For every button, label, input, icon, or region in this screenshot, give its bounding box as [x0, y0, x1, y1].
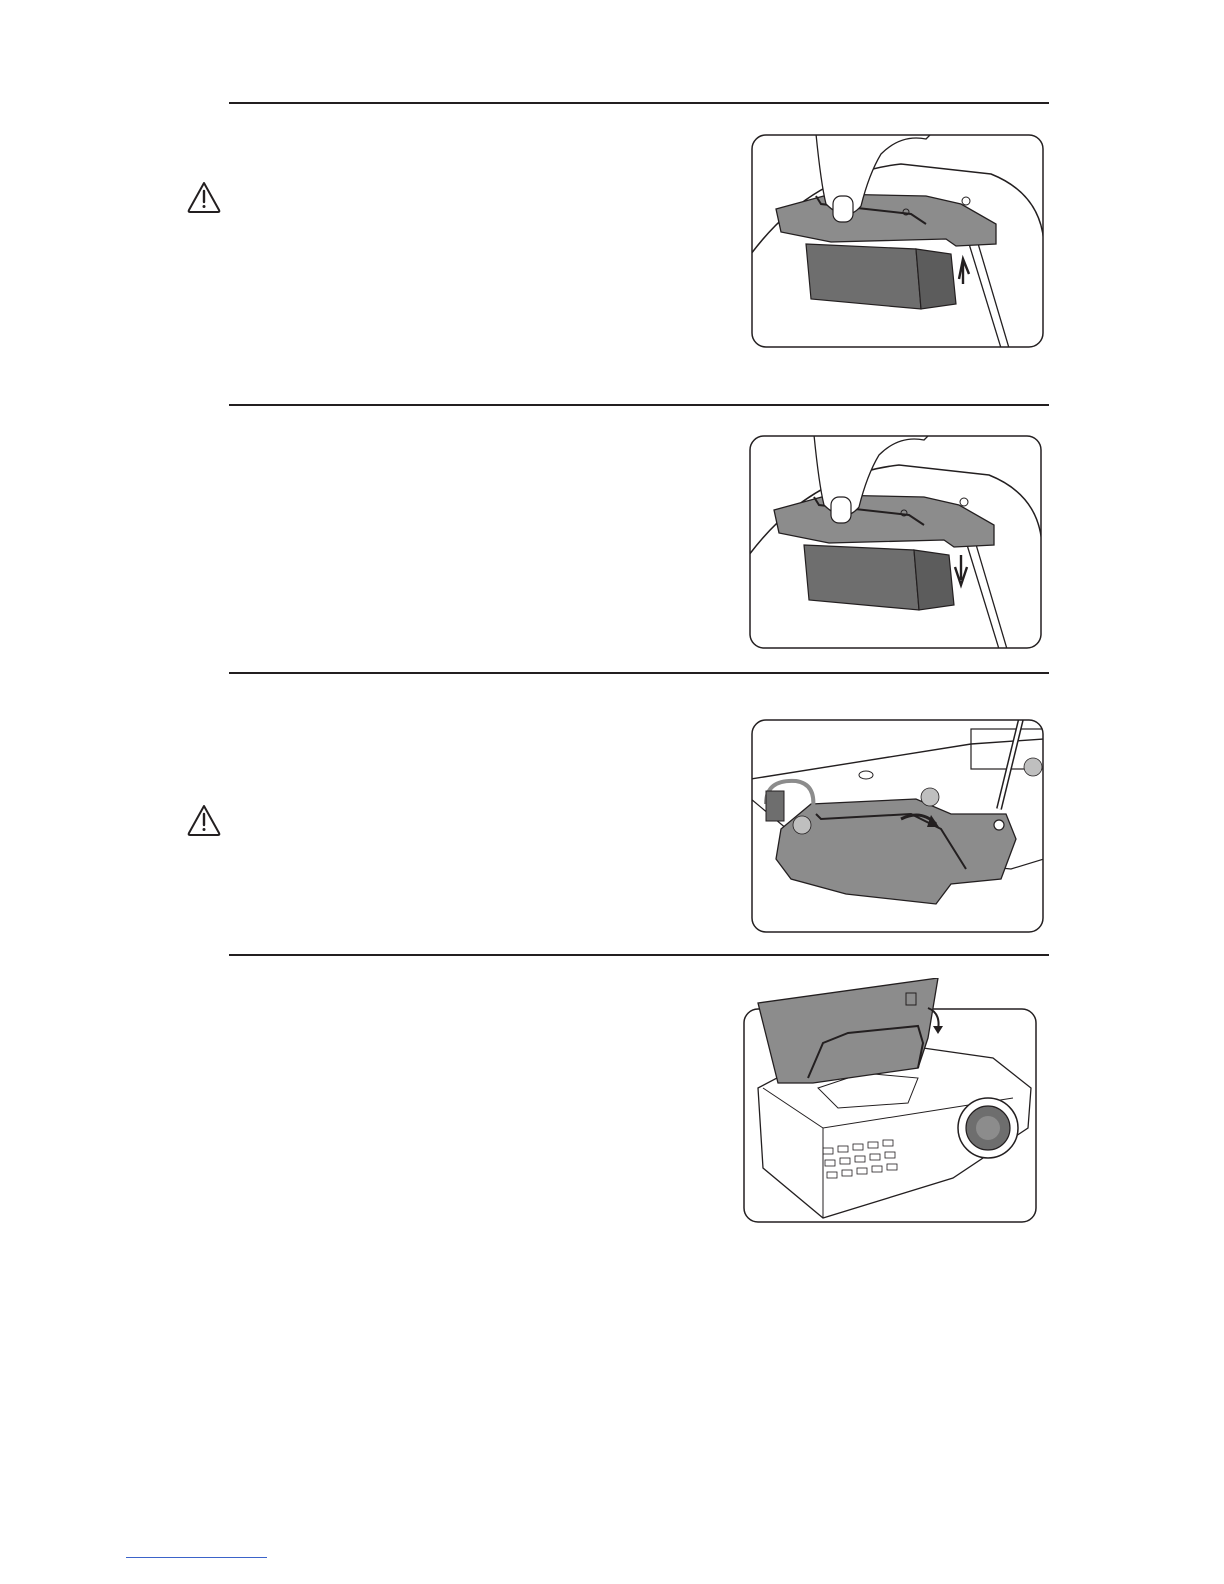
- figure-tighten-screw: [751, 719, 1044, 933]
- section-divider-2: [229, 404, 1049, 406]
- warning-triangle-icon: [186, 180, 222, 214]
- warning-triangle-icon: [186, 803, 222, 837]
- section-divider-3: [229, 672, 1049, 674]
- figure-insert-lamp: [749, 435, 1042, 649]
- section-divider-4: [229, 954, 1049, 956]
- section-divider-1: [229, 102, 1049, 104]
- footer-link-underline[interactable]: [126, 1557, 267, 1558]
- figure-lift-lamp: [751, 134, 1044, 348]
- figure-replace-cover: [743, 978, 1039, 1224]
